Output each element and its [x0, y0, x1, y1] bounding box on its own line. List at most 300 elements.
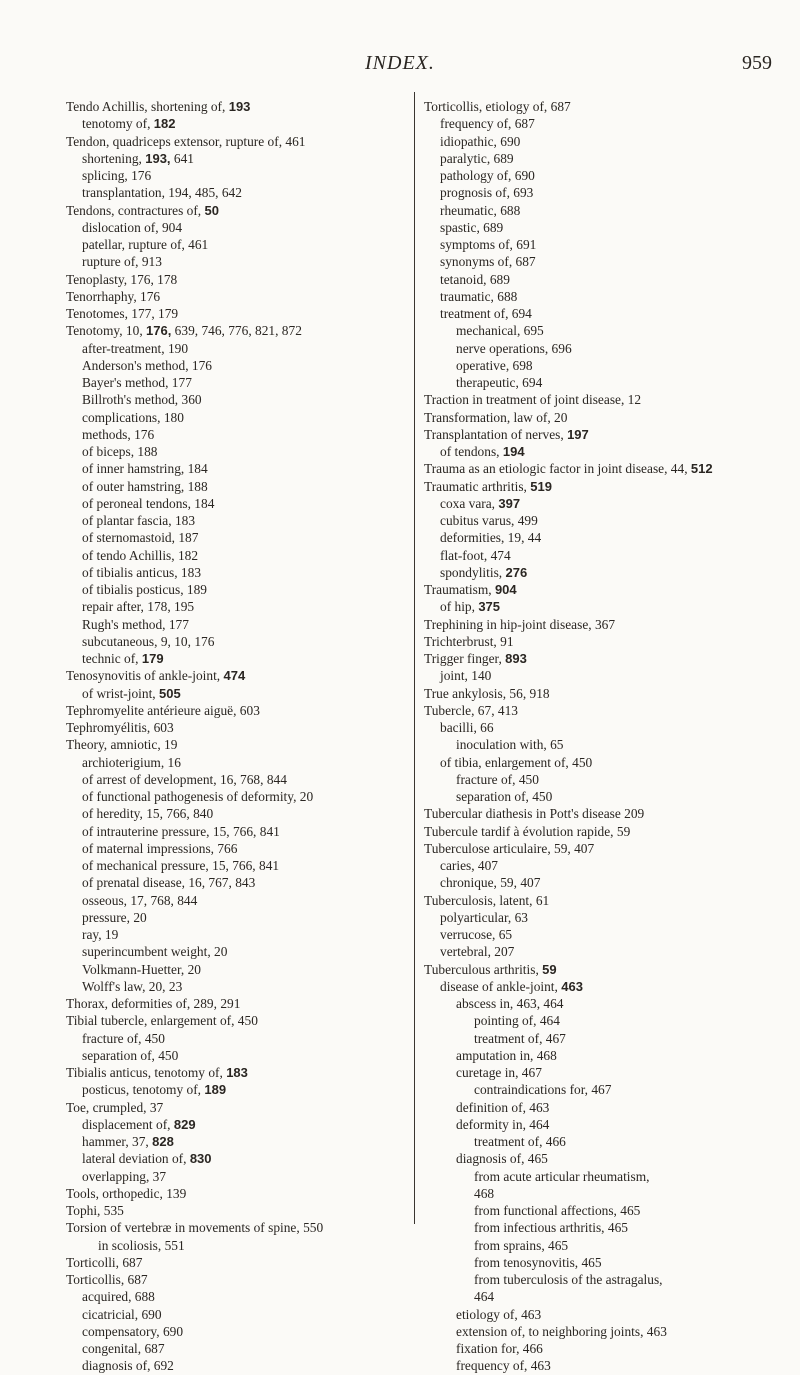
entry-text: archioterigium, 16	[82, 754, 181, 770]
entry-text: deformities, 19, 44	[440, 530, 542, 546]
index-entry	[66, 1099, 406, 1116]
bold-page-ref: 830	[189, 1151, 212, 1167]
index-entry	[424, 478, 774, 495]
index-subentry	[424, 115, 774, 132]
entry-text: cicatricial, 690	[82, 1306, 162, 1322]
entry-text: Torticollis, 687	[66, 1272, 148, 1287]
entry-text: from tenosynovitis, 465	[474, 1254, 602, 1270]
entry-text: from infectious arthritis, 465	[474, 1220, 628, 1236]
entry-text: curetage in, 467	[456, 1065, 542, 1080]
entry-text: Traumatic arthritis,	[424, 478, 531, 494]
index-entry	[66, 1219, 406, 1236]
entry-text: acquired, 688	[82, 1289, 155, 1305]
entry-text: pointing of, 464	[474, 1013, 560, 1029]
entry-text: fracture of, 450	[82, 1030, 165, 1046]
index-subentry	[66, 633, 406, 650]
index-subentry	[424, 736, 774, 753]
entry-text: compensatory, 690	[82, 1323, 184, 1339]
entry-text: True ankylosis, 56, 918	[424, 685, 550, 701]
entry-text: treatment of, 694	[440, 306, 532, 321]
index-subentry	[66, 1030, 406, 1047]
entry-text: Tubercule tardif à évolution rapide, 59	[424, 823, 631, 839]
index-entry	[66, 305, 406, 322]
index-entry	[66, 1202, 406, 1219]
index-entry	[424, 702, 774, 719]
entry-text: operative, 698	[456, 357, 533, 373]
index-subentry	[424, 340, 774, 357]
index-entry	[424, 616, 774, 633]
index-entry	[66, 667, 406, 684]
entry-text: of peroneal tendons, 184	[82, 495, 215, 511]
entry-text: Tophi, 535	[66, 1203, 124, 1218]
entry-text: of biceps, 188	[82, 444, 158, 459]
index-subentry	[424, 202, 774, 219]
index-subentry	[424, 322, 774, 339]
entry-text: Tools, orthopedic, 139	[66, 1185, 187, 1201]
bold-page-ref: 182	[153, 116, 176, 132]
index-subentry	[424, 1237, 774, 1254]
index-entry	[424, 805, 774, 822]
index-subentry	[66, 409, 406, 426]
index-entry	[424, 823, 774, 840]
index-entry	[424, 426, 774, 443]
bold-page-ref: 904	[494, 582, 517, 597]
entry-text: ray, 19	[82, 927, 119, 942]
index-subentry	[424, 374, 774, 391]
entry-text: patellar, rupture of, 461	[82, 237, 209, 252]
index-subentry	[66, 115, 406, 132]
entry-text: of wrist-joint,	[82, 685, 159, 701]
index-subentry	[424, 1030, 774, 1047]
entry-text: subcutaneous, 9, 10, 176	[82, 633, 215, 649]
index-subentry	[66, 529, 406, 546]
bold-page-ref: 189	[204, 1082, 227, 1098]
index-subentry	[424, 995, 774, 1012]
index-subentry	[424, 1116, 774, 1133]
entry-text: cubitus varus, 499	[440, 513, 538, 528]
entry-text: of functional pathogenesis of deformity, 20	[82, 789, 314, 804]
page-title: INDEX.	[365, 52, 435, 74]
index-subentry	[66, 391, 406, 408]
entry-text: disease of ankle-joint,	[440, 978, 562, 994]
entry-text: splicing, 176	[82, 168, 152, 183]
index-subentry	[424, 443, 774, 460]
index-entry	[424, 840, 774, 857]
index-subentry	[424, 1288, 774, 1305]
index-entry	[424, 391, 774, 408]
entry-text: prognosis of, 693	[440, 185, 534, 201]
index-subentry	[424, 547, 774, 564]
index-subentry	[424, 305, 774, 322]
index-subentry	[424, 1202, 774, 1219]
entry-text: Torticolli, 687	[66, 1254, 143, 1270]
entry-text: superincumbent weight, 20	[82, 944, 228, 960]
index-subentry	[66, 1133, 406, 1150]
bold-page-ref: 397	[498, 495, 521, 511]
entry-text: Tibialis anticus, tenotomy of,	[66, 1065, 227, 1080]
index-subentry	[424, 874, 774, 891]
entry-text: amputation in, 468	[456, 1047, 557, 1063]
index-subentry	[66, 616, 406, 633]
bold-page-ref: 197	[567, 426, 589, 442]
entry-text: Toe, crumpled, 37	[66, 1099, 164, 1115]
entry-text: Tenorrhaphy, 176	[66, 288, 161, 304]
index-subentry	[424, 167, 774, 184]
entry-text: dislocation of, 904	[82, 219, 183, 235]
index-subentry	[66, 253, 406, 270]
index-subentry	[424, 1150, 774, 1167]
index-entry	[66, 702, 406, 719]
entry-text: of tendons,	[440, 444, 503, 459]
entry-text: displacement of,	[82, 1116, 174, 1132]
index-subentry	[66, 236, 406, 253]
entry-text: of maternal impressions, 766	[82, 840, 238, 856]
entry-text: coxa vara,	[440, 495, 499, 511]
entry-text: Tuberculose articulaire, 59, 407	[424, 840, 595, 856]
index-subentry	[424, 150, 774, 167]
index-subentry	[66, 512, 406, 529]
index-subentry	[66, 1306, 406, 1323]
entry-text: Traumatism,	[424, 582, 495, 597]
index-subentry	[66, 443, 406, 460]
index-subentry	[424, 667, 774, 684]
index-subentry	[424, 909, 774, 926]
index-subentry	[66, 788, 406, 805]
index-subentry	[66, 909, 406, 926]
entry-text: spastic, 689	[440, 219, 504, 235]
entry-text: transplantation, 194, 485, 642	[82, 185, 242, 201]
bold-page-ref: 829	[173, 1116, 196, 1132]
index-subentry	[66, 650, 406, 667]
index-subentry	[66, 1047, 406, 1064]
index-subentry	[424, 771, 774, 788]
index-entry	[66, 1254, 406, 1271]
entry-text: diagnosis of, 465	[456, 1151, 548, 1167]
index-subentry	[424, 1133, 774, 1150]
entry-text: extension of, to neighboring joints, 463	[456, 1323, 667, 1339]
entry-text: traumatic, 688	[440, 288, 518, 304]
index-subentry	[66, 961, 406, 978]
index-subentry	[66, 357, 406, 374]
entry-text: idiopathic, 690	[440, 133, 521, 149]
entry-text: spondylitis,	[440, 564, 506, 580]
index-column-left	[66, 98, 406, 1375]
entry-text: fracture of, 450	[456, 771, 539, 787]
entry-text: from sprains, 465	[474, 1237, 569, 1253]
index-subentry	[66, 374, 406, 391]
index-subentry	[424, 1219, 774, 1236]
entry-text: Tephromyelite antérieure aiguë, 603	[66, 702, 260, 718]
index-subentry	[66, 1081, 406, 1098]
index-subentry	[66, 564, 406, 581]
index-subentry	[66, 823, 406, 840]
entry-text: symptoms of, 691	[440, 237, 537, 252]
entry-text: Rugh's method, 177	[82, 616, 189, 632]
entry-text: pathology of, 690	[440, 168, 535, 183]
bold-page-ref: 519	[530, 478, 552, 494]
index-subentry	[66, 685, 406, 702]
entry-text: etiology of, 463	[456, 1306, 542, 1322]
entry-text: of tendo Achillis, 182	[82, 547, 199, 563]
bold-page-ref: 893	[505, 651, 527, 666]
entry-text: Tubercular diathesis in Pott's disease 209	[424, 806, 645, 822]
bold-page-ref: 828	[152, 1134, 174, 1149]
index-subentry	[66, 219, 406, 236]
index-subentry	[424, 1064, 774, 1081]
index-subentry	[424, 357, 774, 374]
entry-text: Tephromyélitis, 603	[66, 720, 174, 735]
entry-text: treatment of, 466	[474, 1134, 566, 1149]
index-column-right	[424, 98, 774, 1375]
bold-page-ref: 276	[505, 564, 528, 580]
entry-text: Wolff's law, 20, 23	[82, 978, 183, 994]
entry-text: fixation for, 466	[456, 1341, 543, 1356]
entry-text: of tibia, enlargement of, 450	[440, 754, 593, 770]
index-subentry	[66, 460, 406, 477]
index-entry	[66, 288, 406, 305]
index-subentry	[66, 478, 406, 495]
index-subentry	[424, 1047, 774, 1064]
index-subentry	[66, 754, 406, 771]
bold-page-ref: 193,	[145, 150, 171, 166]
entry-text: synonyms of, 687	[440, 254, 536, 270]
index-subentry	[424, 1168, 774, 1185]
index-subentry	[424, 598, 774, 615]
entry-text: of arrest of development, 16, 768, 844	[82, 771, 287, 787]
entry-text: diagnosis of, 692	[82, 1358, 174, 1374]
index-entry	[424, 581, 774, 598]
entry-text: osseous, 17, 768, 844	[82, 892, 198, 908]
entry-text: Torticollis, etiology of, 687	[424, 99, 571, 114]
entry-text: Billroth's method, 360	[82, 392, 202, 408]
index-subentry	[424, 978, 774, 995]
index-entry	[424, 892, 774, 909]
index-subentry	[66, 840, 406, 857]
bold-page-ref: 463	[561, 978, 583, 994]
index-subentry	[66, 1288, 406, 1305]
index-subentry	[66, 598, 406, 615]
entry-text: of sternomastoid, 187	[82, 530, 199, 546]
entry-text: complications, 180	[82, 409, 184, 425]
index-subentry	[66, 426, 406, 443]
index-subentry	[424, 1271, 774, 1288]
index-subentry	[424, 1185, 774, 1202]
entry-text: shortening,	[82, 150, 146, 166]
index-entry	[66, 271, 406, 288]
entry-text: flat-foot, 474	[440, 547, 511, 563]
entry-text: Trichterbrust, 91	[424, 633, 514, 649]
index-subentry	[66, 892, 406, 909]
bold-page-ref: 50	[204, 202, 219, 218]
entry-text: 464	[474, 1289, 495, 1305]
index-subentry	[424, 219, 774, 236]
entry-text: lateral deviation of,	[82, 1151, 190, 1167]
entry-text: mechanical, 695	[456, 323, 544, 339]
entry-text: Volkmann-Huetter, 20	[82, 961, 201, 977]
entry-text: 468	[474, 1185, 495, 1201]
entry-text: Theory, amniotic, 19	[66, 737, 178, 753]
entry-text: 641	[170, 150, 194, 166]
bold-page-ref: 194	[502, 444, 525, 459]
index-subentry	[424, 271, 774, 288]
index-subentry	[66, 184, 406, 201]
entry-text: Trephining in hip-joint disease, 367	[424, 616, 616, 632]
entry-text: frequency of, 463	[456, 1358, 551, 1374]
entry-text: from functional affections, 465	[474, 1203, 641, 1218]
entry-text: posticus, tenotomy of,	[82, 1082, 205, 1098]
entry-text: of tibialis posticus, 189	[82, 582, 207, 597]
entry-text: Anderson's method, 176	[82, 357, 212, 373]
entry-text: Tenosynovitis of ankle-joint,	[66, 668, 224, 684]
index-subentry	[424, 236, 774, 253]
entry-text: of plantar fascia, 183	[82, 513, 196, 528]
entry-text: polyarticular, 63	[440, 909, 528, 925]
index-subentry	[66, 978, 406, 995]
entry-text: definition of, 463	[456, 1099, 550, 1115]
index-entry	[424, 650, 774, 667]
index-entry	[66, 719, 406, 736]
entry-text: Tubercle, 67, 413	[424, 702, 518, 718]
entry-text: Bayer's method, 177	[82, 375, 192, 390]
index-subentry	[66, 1323, 406, 1340]
entry-text: Trauma as an etiologic factor in joint disease, 44,	[424, 461, 691, 477]
entry-text: of intrauterine pressure, 15, 766, 841	[82, 823, 280, 839]
index-subentry	[66, 943, 406, 960]
index-subentry	[66, 1150, 406, 1167]
entry-text: of inner hamstring, 184	[82, 461, 208, 477]
entry-text: joint, 140	[440, 668, 492, 684]
index-subentry	[66, 547, 406, 564]
index-subentry	[424, 529, 774, 546]
entry-text: Transformation, law of, 20	[424, 409, 568, 425]
entry-text: verrucose, 65	[440, 927, 513, 942]
entry-text: after-treatment, 190	[82, 340, 189, 356]
entry-text: congenital, 687	[82, 1341, 165, 1356]
index-subentry	[424, 1340, 774, 1357]
index-subentry	[66, 1357, 406, 1374]
index-subentry	[424, 943, 774, 960]
entry-text: bacilli, 66	[440, 720, 494, 735]
index-subentry	[424, 1323, 774, 1340]
entry-text: Tendons, contractures of,	[66, 202, 205, 218]
entry-text: methods, 176	[82, 426, 155, 442]
entry-text: hammer, 37,	[82, 1134, 153, 1149]
entry-text: Tuberculous arthritis,	[424, 961, 543, 977]
entry-text: frequency of, 687	[440, 116, 535, 132]
index-subentry	[66, 926, 406, 943]
entry-text: 639, 746, 776, 821, 872	[171, 323, 302, 339]
index-subentry	[66, 340, 406, 357]
entry-text: paralytic, 689	[440, 150, 514, 166]
entry-text: Tibial tubercle, enlargement of, 450	[66, 1013, 258, 1029]
entry-text: Thorax, deformities of, 289, 291	[66, 996, 241, 1011]
entry-text: inoculation with, 65	[456, 737, 564, 753]
bold-page-ref: 512	[690, 461, 713, 477]
bold-page-ref: 375	[478, 599, 501, 615]
entry-text: separation of, 450	[456, 789, 553, 804]
entry-text: contraindications for, 467	[474, 1082, 612, 1098]
entry-text: Torsion of vertebræ in movements of spine, 550	[66, 1220, 324, 1236]
entry-text: repair after, 178, 195	[82, 599, 195, 615]
index-subentry	[424, 857, 774, 874]
index-subentry	[66, 771, 406, 788]
index-entry	[424, 460, 774, 477]
entry-text: of heredity, 15, 766, 840	[82, 806, 214, 822]
entry-text: of tibialis anticus, 183	[82, 564, 202, 580]
index-subentry	[424, 288, 774, 305]
entry-text: of hip,	[440, 599, 479, 615]
column-divider	[414, 92, 415, 1224]
index-entry	[424, 633, 774, 650]
entry-text: Tendon, quadriceps extensor, rupture of, 461	[66, 133, 306, 149]
index-subentry	[66, 1237, 406, 1254]
bold-page-ref: 59	[542, 961, 557, 977]
index-subentry	[424, 1357, 774, 1374]
entry-text: treatment of, 467	[474, 1030, 566, 1046]
entry-text: of prenatal disease, 16, 767, 843	[82, 875, 256, 891]
entry-text: of mechanical pressure, 15, 766, 841	[82, 858, 280, 873]
bold-page-ref: 176,	[146, 323, 172, 339]
entry-text: deformity in, 464	[456, 1116, 550, 1132]
page-number: 959	[742, 52, 772, 74]
entry-text: Tenoplasty, 176, 178	[66, 271, 178, 287]
index-entry	[66, 322, 406, 339]
bold-page-ref: 505	[159, 685, 181, 701]
entry-text: abscess in, 463, 464	[456, 996, 564, 1011]
entry-text: Tuberculosis, latent, 61	[424, 892, 550, 908]
index-entry	[424, 961, 774, 978]
index-entry	[66, 1271, 406, 1288]
index-subentry	[66, 1340, 406, 1357]
entry-text: overlapping, 37	[82, 1168, 167, 1184]
index-subentry	[424, 184, 774, 201]
entry-text: nerve operations, 696	[456, 340, 572, 356]
entry-text: pressure, 20	[82, 909, 147, 925]
entry-text: from acute articular rheumatism,	[474, 1168, 650, 1184]
index-subentry	[424, 754, 774, 771]
index-subentry	[424, 719, 774, 736]
index-subentry	[424, 926, 774, 943]
index-subentry	[424, 1081, 774, 1098]
entry-text: Tendo Achillis, shortening of,	[66, 99, 229, 114]
entry-text: rheumatic, 688	[440, 202, 521, 218]
index-subentry	[424, 133, 774, 150]
index-subentry	[66, 167, 406, 184]
entry-text: tenotomy of,	[82, 116, 154, 132]
bold-page-ref: 183	[226, 1065, 248, 1080]
page-header	[0, 52, 800, 82]
bold-page-ref: 193	[228, 99, 251, 114]
entry-text: tetanoid, 689	[440, 271, 510, 287]
index-entry	[66, 1012, 406, 1029]
entry-text: Tenotomy, 10,	[66, 323, 147, 339]
index-subentry	[424, 1099, 774, 1116]
entry-text: Trigger finger,	[424, 651, 506, 666]
index-entry	[66, 1185, 406, 1202]
index-subentry	[424, 1306, 774, 1323]
index-subentry	[424, 495, 774, 512]
index-entry	[66, 202, 406, 219]
index-entry	[66, 995, 406, 1012]
index-subentry	[424, 512, 774, 529]
index-entry	[66, 98, 406, 115]
entry-text: chronique, 59, 407	[440, 875, 541, 891]
index-subentry	[66, 150, 406, 167]
entry-text: Tenotomes, 177, 179	[66, 306, 179, 321]
entry-text: technic of,	[82, 651, 142, 666]
bold-page-ref: 474	[223, 668, 246, 684]
index-entry	[66, 736, 406, 753]
